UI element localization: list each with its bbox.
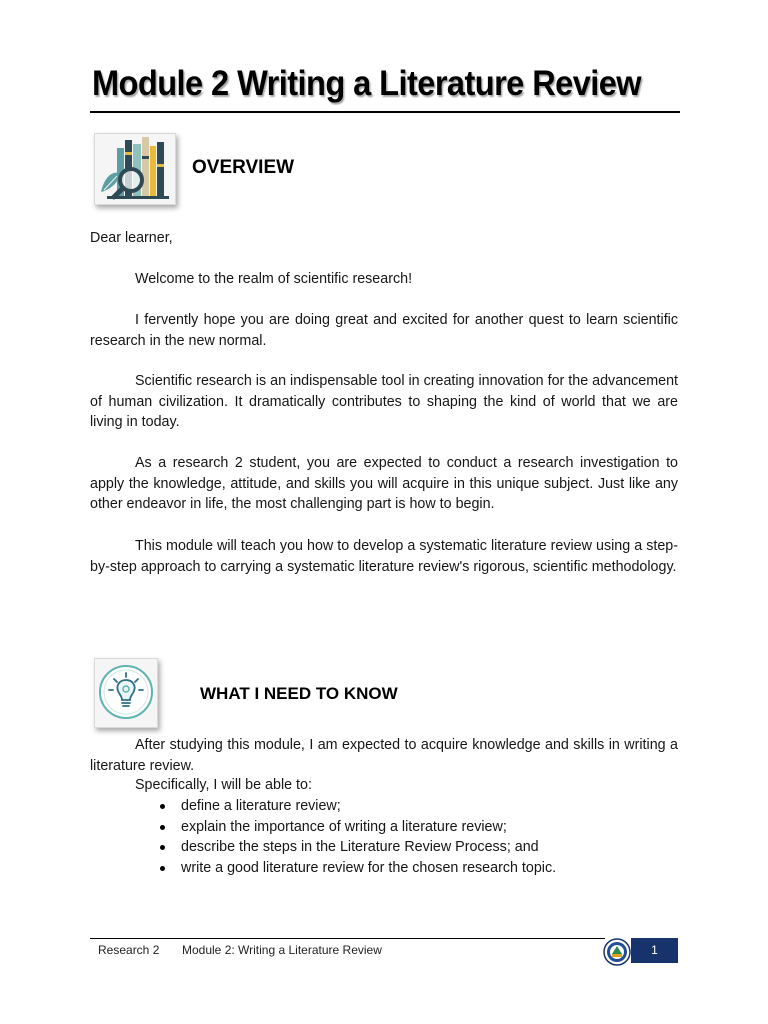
- list-item: [158, 837, 556, 858]
- what-i-need-to-know-heading: WHAT I NEED TO KNOW: [200, 684, 398, 703]
- objective-text: write a good literature review for the chosen research topic.: [181, 860, 557, 877]
- footer-module-title: Module 2: Writing a Literature Review: [182, 943, 382, 957]
- salutation: Dear learner,: [90, 230, 173, 246]
- lightbulb-icon: [94, 658, 158, 728]
- list-item: [158, 858, 556, 879]
- title-underline: [90, 111, 680, 113]
- page-title: Module 2 Writing a Literature Review: [92, 64, 642, 103]
- page-number-badge: 1: [631, 938, 678, 963]
- bullet-icon: [160, 866, 165, 871]
- objective-text: explain the importance of writing a literature review;: [181, 818, 507, 835]
- objective-text: describe the steps in the Literature Review Process; and: [181, 839, 539, 856]
- footer-course: Research 2: [98, 943, 160, 957]
- school-seal-icon: [603, 938, 631, 966]
- bullet-icon: [160, 804, 165, 809]
- footer-rule: [90, 938, 605, 939]
- specifically-line: Specifically, I will be able to:: [135, 777, 312, 793]
- list-item: [158, 817, 556, 838]
- paragraph-scientific-research: Scientific research is an indispensable tool in creating innovation for the advancement of human civilization. It dramatically contributes to shaping the kind of world that we are living in today.: [90, 373, 678, 431]
- books-magnifier-icon: [94, 133, 176, 205]
- paragraph-module-purpose: This module will teach you how to develop a systematic literature review using a step-by-step approach to carrying a systematic literature review's rigorous, scientific methodology.: [90, 538, 678, 575]
- overview-heading: OVERVIEW: [192, 157, 295, 178]
- list-item: [158, 796, 556, 817]
- bullet-icon: [160, 825, 165, 830]
- objectives-list: [158, 796, 556, 879]
- objectives-intro: After studying this module, I am expected to acquire knowledge and skills in writing a literature review.: [90, 737, 678, 774]
- paragraph-hope: I fervently hope you are doing great and excited for another quest to learn scientific research in the new normal.: [90, 312, 678, 349]
- paragraph-research-student: As a research 2 student, you are expected to conduct a research investigation to apply the knowledge, attitude, and skills you will acquire in this unique subject. Just like any other endeavor in life, the most challenging part is how to begin.: [90, 455, 678, 513]
- welcome-line: Welcome to the realm of scientific research!: [135, 271, 413, 287]
- bullet-icon: [160, 845, 165, 850]
- objective-text: define a literature review;: [181, 798, 341, 814]
